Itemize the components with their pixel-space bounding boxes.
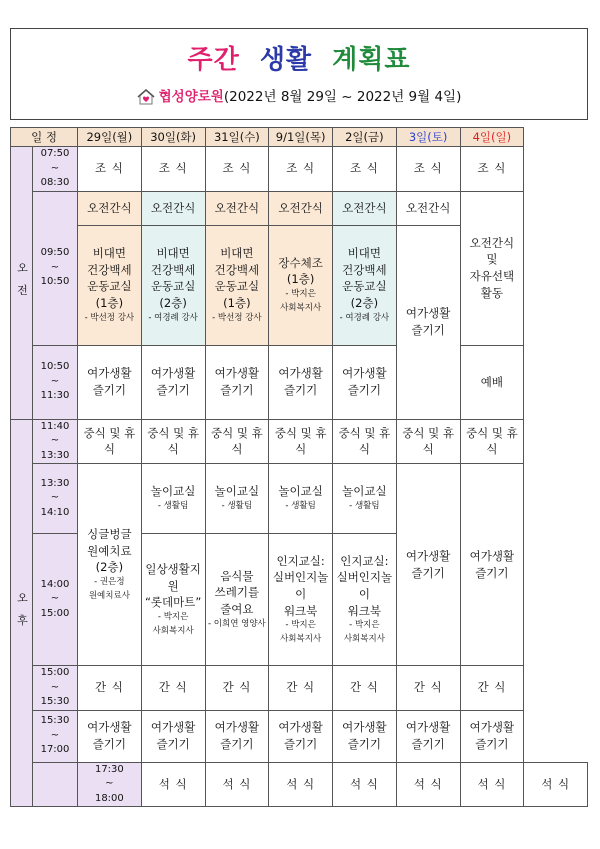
- day-mon: 29일(월): [78, 128, 142, 147]
- cell-breakfast: 조 식: [78, 147, 142, 192]
- cell-morning-snack: 오전간식: [396, 191, 460, 225]
- cell-cognitive-fri: 인지교실: 실버인지놀이 워크북 - 박지은 사회복지사: [333, 534, 397, 666]
- org-name: 협성양로원: [158, 89, 224, 105]
- cell-sun-morning: 오전간식 및 자유선택 활동: [460, 191, 524, 345]
- cell-dinner: 석 식: [396, 762, 460, 807]
- cell-worship: 예배: [460, 345, 524, 419]
- cell-morning-snack: 오전간식: [205, 191, 269, 225]
- cell-snack: 간 식: [460, 666, 524, 711]
- cell-leisure-sat-pm: 여가생활 즐기기: [396, 464, 460, 666]
- cell-leisure: 여가생활 즐기기: [333, 345, 397, 419]
- cell-lunch: 중식 및 휴식: [333, 419, 397, 464]
- cell-leisure: 여가생활 즐기기: [269, 345, 333, 419]
- row-play: [11, 464, 588, 534]
- cell-lunch: 중식 및 휴식: [460, 419, 524, 464]
- cell-snack: 간 식: [141, 666, 205, 711]
- day-sat: 3일(토): [396, 128, 460, 147]
- day-fri: 2일(금): [333, 128, 397, 147]
- cell-breakfast: 조 식: [141, 147, 205, 192]
- cell-play: 놀이교실 - 생활팀: [205, 464, 269, 534]
- cell-exercise-wed: 비대면 건강백세 운동교실 (1층) - 박선정 강사: [205, 225, 269, 345]
- period-blank: [33, 762, 78, 807]
- row-leisure-pm: [11, 710, 588, 762]
- cell-lunch: 중식 및 휴식: [396, 419, 460, 464]
- time-slot: 17:30 ~ 18:00: [78, 762, 142, 807]
- page-subtitle: [11, 85, 587, 109]
- row-leisure-am: [11, 345, 588, 419]
- date-range: (2022년 8월 29일 ~ 2022년 9월 4일): [223, 89, 462, 105]
- time-slot: 07:50 ~ 08:30: [33, 147, 78, 192]
- header-row: [11, 128, 588, 147]
- row-dinner: [11, 762, 588, 807]
- cell-leisure: 여가생활 즐기기: [460, 710, 524, 762]
- cell-snack: 간 식: [269, 666, 333, 711]
- cell-play: 놀이교실 - 생활팀: [269, 464, 333, 534]
- cell-leisure: 여가생활 즐기기: [78, 710, 142, 762]
- cell-leisure: 여가생활 즐기기: [141, 710, 205, 762]
- cell-lunch: 중식 및 휴식: [78, 419, 142, 464]
- cell-dinner: 석 식: [524, 762, 588, 807]
- row-snack: [11, 666, 588, 711]
- cell-morning-snack: 오전간식: [78, 191, 142, 225]
- cell-snack: 간 식: [78, 666, 142, 711]
- cell-breakfast: 조 식: [460, 147, 524, 192]
- cell-leisure-sun-pm: 여가생활 즐기기: [460, 464, 524, 666]
- page-title: 주간 생활 계획표: [187, 45, 411, 75]
- cell-morning-snack: 오전간식: [333, 191, 397, 225]
- day-thu: 9/1일(목): [269, 128, 333, 147]
- time-slot: 15:30 ~ 17:00: [33, 710, 78, 762]
- cell-dinner: 석 식: [141, 762, 205, 807]
- cell-exercise-mon: 비대면 건강백세 운동교실 (1층) - 박선정 강사: [78, 225, 142, 345]
- cell-leisure: 여가생활 즐기기: [205, 345, 269, 419]
- title-frame: [10, 28, 588, 120]
- cell-leisure: 여가생활 즐기기: [396, 710, 460, 762]
- schedule-table: [10, 127, 588, 807]
- cell-exercise-tue: 비대면 건강백세 운동교실 (2층) - 여경례 강사: [141, 225, 205, 345]
- cell-breakfast: 조 식: [205, 147, 269, 192]
- house-heart-icon: [137, 89, 155, 109]
- cell-leisure-sat-am: 여가생활 즐기기: [396, 225, 460, 419]
- day-tue: 30일(화): [141, 128, 205, 147]
- cell-leisure: 여가생활 즐기기: [333, 710, 397, 762]
- row-morning-snack: [11, 191, 588, 225]
- cell-lunch: 중식 및 휴식: [205, 419, 269, 464]
- cell-exercise-thu: 장수체조 (1층) - 박지은 사회복지사: [269, 225, 333, 345]
- time-slot: 15:00 ~ 15:30: [33, 666, 78, 711]
- cell-snack: 간 식: [396, 666, 460, 711]
- period-am: 오 전: [11, 147, 33, 420]
- cell-lunch: 중식 및 휴식: [269, 419, 333, 464]
- period-pm: 오 후: [11, 419, 33, 807]
- cell-leisure: 여가생활 즐기기: [269, 710, 333, 762]
- cell-breakfast: 조 식: [269, 147, 333, 192]
- cell-morning-snack: 오전간식: [141, 191, 205, 225]
- cell-shopping: 일상생활지원 “롯데마트” - 박지은 사회복지사: [141, 534, 205, 666]
- time-slot: 14:00 ~ 15:00: [33, 534, 78, 666]
- cell-lunch: 중식 및 휴식: [141, 419, 205, 464]
- time-slot: 11:40 ~ 13:30: [33, 419, 78, 464]
- cell-morning-snack: 오전간식: [269, 191, 333, 225]
- day-wed: 31일(수): [205, 128, 269, 147]
- row-breakfast: [11, 147, 588, 192]
- day-sun: 4일(일): [460, 128, 524, 147]
- header-label: 일 정: [11, 128, 78, 147]
- cell-dinner: 석 식: [205, 762, 269, 807]
- cell-dinner: 석 식: [269, 762, 333, 807]
- cell-play: 놀이교실 - 생활팀: [333, 464, 397, 534]
- cell-leisure: 여가생활 즐기기: [78, 345, 142, 419]
- cell-dinner: 석 식: [460, 762, 524, 807]
- cell-cognitive-thu: 인지교실: 실버인지놀이 워크북 - 박지은 사회복지사: [269, 534, 333, 666]
- row-lunch: [11, 419, 588, 464]
- cell-exercise-fri: 비대면 건강백세 운동교실 (2층) - 여경례 강사: [333, 225, 397, 345]
- cell-dinner: 석 식: [333, 762, 397, 807]
- cell-breakfast: 조 식: [333, 147, 397, 192]
- cell-snack: 간 식: [333, 666, 397, 711]
- cell-horticulture: 싱글벙글 원예치료 (2층) - 권은정 원예치료사: [78, 464, 142, 666]
- cell-food-waste: 음식물 쓰레기를 줄여요 - 이희연 영양사: [205, 534, 269, 666]
- cell-snack: 간 식: [205, 666, 269, 711]
- cell-leisure: 여가생활 즐기기: [141, 345, 205, 419]
- cell-leisure: 여가생활 즐기기: [205, 710, 269, 762]
- time-slot: 09:50 ~ 10:50: [33, 191, 78, 345]
- cell-breakfast: 조 식: [396, 147, 460, 192]
- time-slot: 10:50 ~ 11:30: [33, 345, 78, 419]
- cell-play: 놀이교실 - 생활팀: [141, 464, 205, 534]
- time-slot: 13:30 ~ 14:10: [33, 464, 78, 534]
